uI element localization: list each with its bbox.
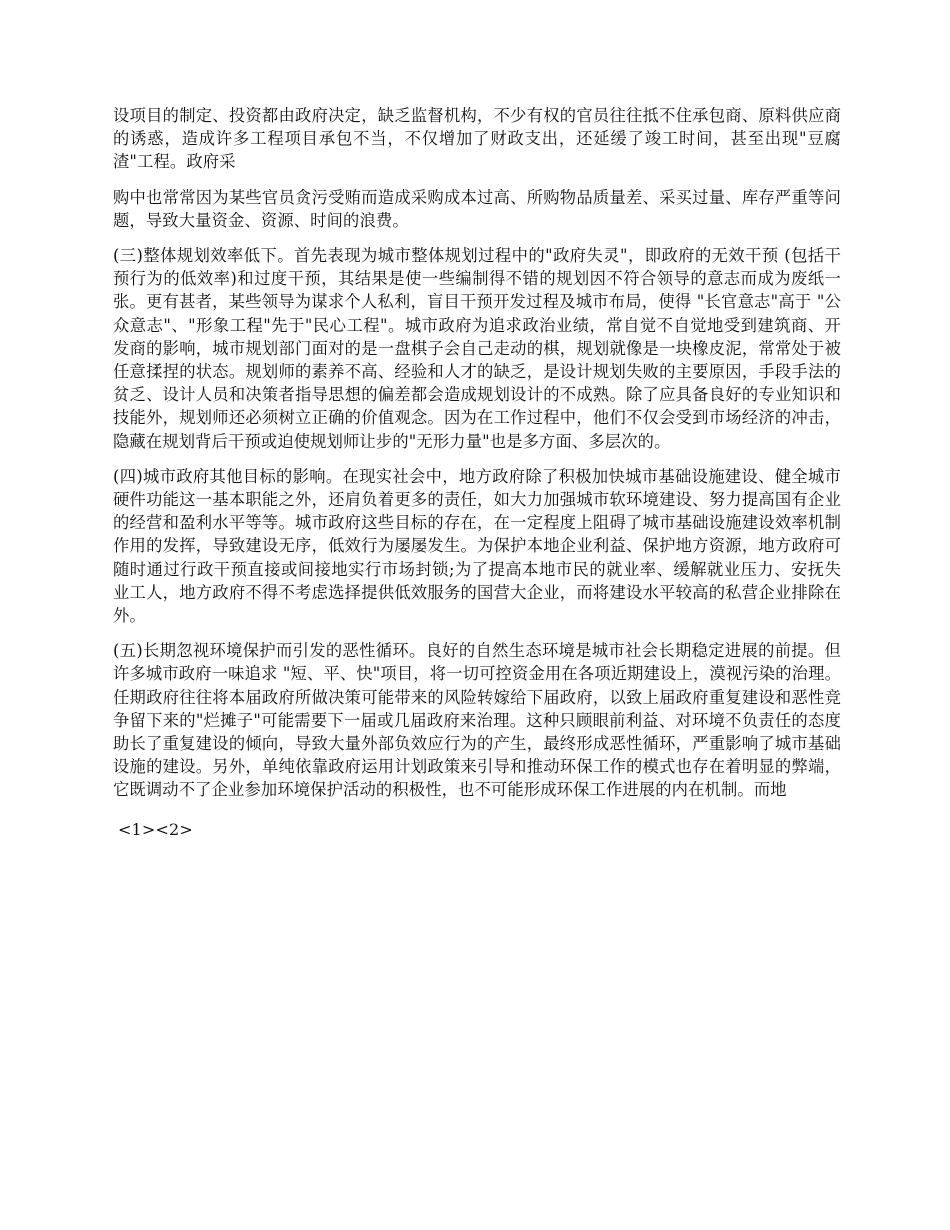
pagination <box>113 819 841 841</box>
paragraph-3: (三)整体规划效率低下。首先表现为城市整体规划过程中的"政府失灵"，即政府的无效干预 (包括干预行为的低效率)和过度干预，其结果是使一些编制得不错的规划因不符合领导的意志而成为废纸一张。更有甚者，某些领导为谋求个人私利，盲目干预开发过程及城市布局，使得 "长官意志"高于 "公众意志"、"形象工程"先于"民心工程"。城市政府为追求政治业绩，常自觉不自觉地受到建筑商、开发商的影响，城市规划部门面对的是一盘棋子会自己走动的棋，规划就像是一块橡皮泥，常常处于被任意揉捏的状态。规划师的素养不高、经验和人才的缺乏，是设计规划失败的主要原因，手段手法的贫乏、设计人员和决策者指导思想的偏差都会造成规划设计的不成熟。除了应具备良好的专业知识和技能外，规划师还必须树立正确的价值观念。因为在工作过程中，他们不仅会受到市场经济的冲击，隐藏在规划背后干预或迫使规划师让步的"无形力量"也是多方面、多层次的。 <box>113 246 841 451</box>
paragraph-5: (五)长期忽视环境保护而引发的恶性循环。良好的自然生态环境是城市社会长期稳定进展的前提。但许多城市政府一味追求 "短、平、快"项目，将一切可控资金用在各项近期建设上，漠视污染的治理。任期政府往往将本届政府所做决策可能带来的风险转嫁给下届政府，以致上届政府重复建设和恶性竞争留下来的"烂摊子"可能需要下一届或几届政府来治理。这种只顾眼前利益、对环境不负责任的态度助长了重复建设的倾向，导致大量外部负效应行为的产生，最终形成恶性循环，严重影响了城市基础设施的建设。另外，单纯依靠政府运用计划政策来引导和推动环保工作的模式也存在着明显的弊端，它既调动不了企业参加环境保护活动的积极性，也不可能形成环保工作进展的内在机制。而地 <box>113 641 841 800</box>
page-link-1[interactable]: <1> <box>118 819 156 839</box>
article-body <box>113 104 841 841</box>
paragraph-2: 购中也常常因为某些官员贪污受贿而造成采购成本过高、所购物品质量差、采买过量、库存严重等问题，导致大量资金、资源、时间的浪费。 <box>113 187 841 230</box>
page-link-2[interactable]: <2> <box>155 819 193 839</box>
paragraph-4: (四)城市政府其他目标的影响。在现实社会中，地方政府除了积极加快城市基础设施建设、健全城市硬件功能这一基本职能之外，还肩负着更多的责任，如大力加强城市软环境建设、努力提高国有企业的经营和盈利水平等等。城市政府这些目标的存在，在一定程度上阻碍了城市基础设施建设效率机制作用的发挥，导致建设无序，低效行为屡屡发生。为保护本地企业利益、保护地方资源，地方政府可随时通过行政干预直接或间接地实行市场封锁;为了提高本地市民的就业率、缓解就业压力、安抚失业工人，地方政府不得不考虑选择提供低效服务的国营大企业，而将建设水平较高的私营企业排除在外。 <box>113 466 841 626</box>
paragraph-1: 设项目的制定、投资都由政府决定，缺乏监督机构，不少有权的官员往往抵不住承包商、原料供应商的诱惑，造成许多工程项目承包不当，不仅增加了财政支出，还延缓了竣工时间，甚至出现"豆腐渣"工程。政府采 <box>113 106 841 172</box>
